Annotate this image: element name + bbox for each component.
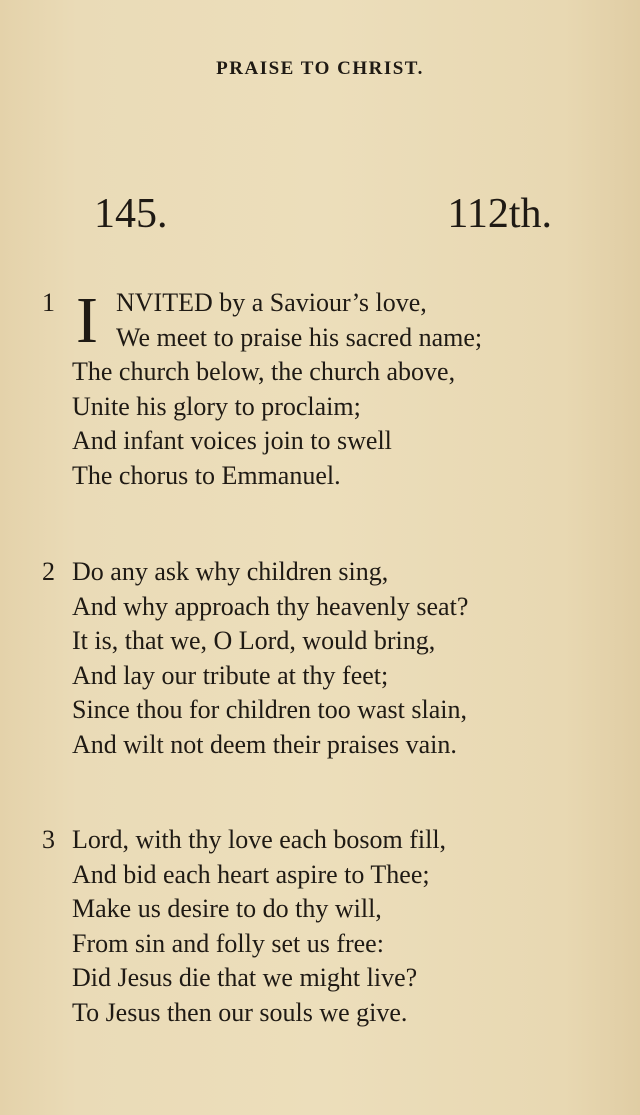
- verse-line: We meet to praise his sacred name;: [116, 322, 483, 352]
- verse-line: NVITED by a Saviour’s love,: [116, 288, 427, 317]
- verse-line: Do any ask why children sing,: [72, 557, 389, 586]
- verse-line: The chorus to Emmanuel.: [72, 460, 341, 490]
- hymn-number: 145.: [94, 191, 168, 237]
- verse-line: It is, that we, O Lord, would bring,: [72, 626, 436, 655]
- verse-line: Did Jesus die that we might live?: [72, 963, 418, 992]
- verse-line: Since thou for children too wast slain,: [72, 695, 467, 724]
- verse-line: Unite his glory to proclaim;: [72, 391, 361, 421]
- verse-line: And lay our tribute at thy feet;: [72, 660, 389, 690]
- verse-line: The church below, the church above,: [72, 357, 456, 386]
- verse-line: And bid each heart aspire to Thee;: [72, 859, 430, 889]
- stanza-1: [42, 284, 483, 493]
- verse-line: Lord, with thy love each bosom fill,: [72, 825, 447, 854]
- stanza-number: 2: [42, 557, 55, 586]
- verse-line: And infant voices join to swell: [72, 426, 392, 455]
- verse-line: And why approach thy heavenly seat?: [72, 591, 469, 621]
- stanza-number: 3: [42, 825, 55, 854]
- stanza-2: [42, 555, 469, 762]
- verse-line: And wilt not deem their praises vain.: [72, 729, 457, 759]
- drop-cap: I: [76, 284, 98, 357]
- verse-line: From sin and folly set us free:: [72, 928, 384, 958]
- verse-line: To Jesus then our souls we give.: [72, 997, 408, 1027]
- stanza-3: [42, 823, 447, 1030]
- verse-line: Make us desire to do thy will,: [72, 894, 382, 923]
- stanza-number: 1: [42, 288, 55, 317]
- running-head: PRAISE TO CHRIST.: [216, 58, 424, 79]
- hymn-meter: 112th.: [447, 191, 552, 237]
